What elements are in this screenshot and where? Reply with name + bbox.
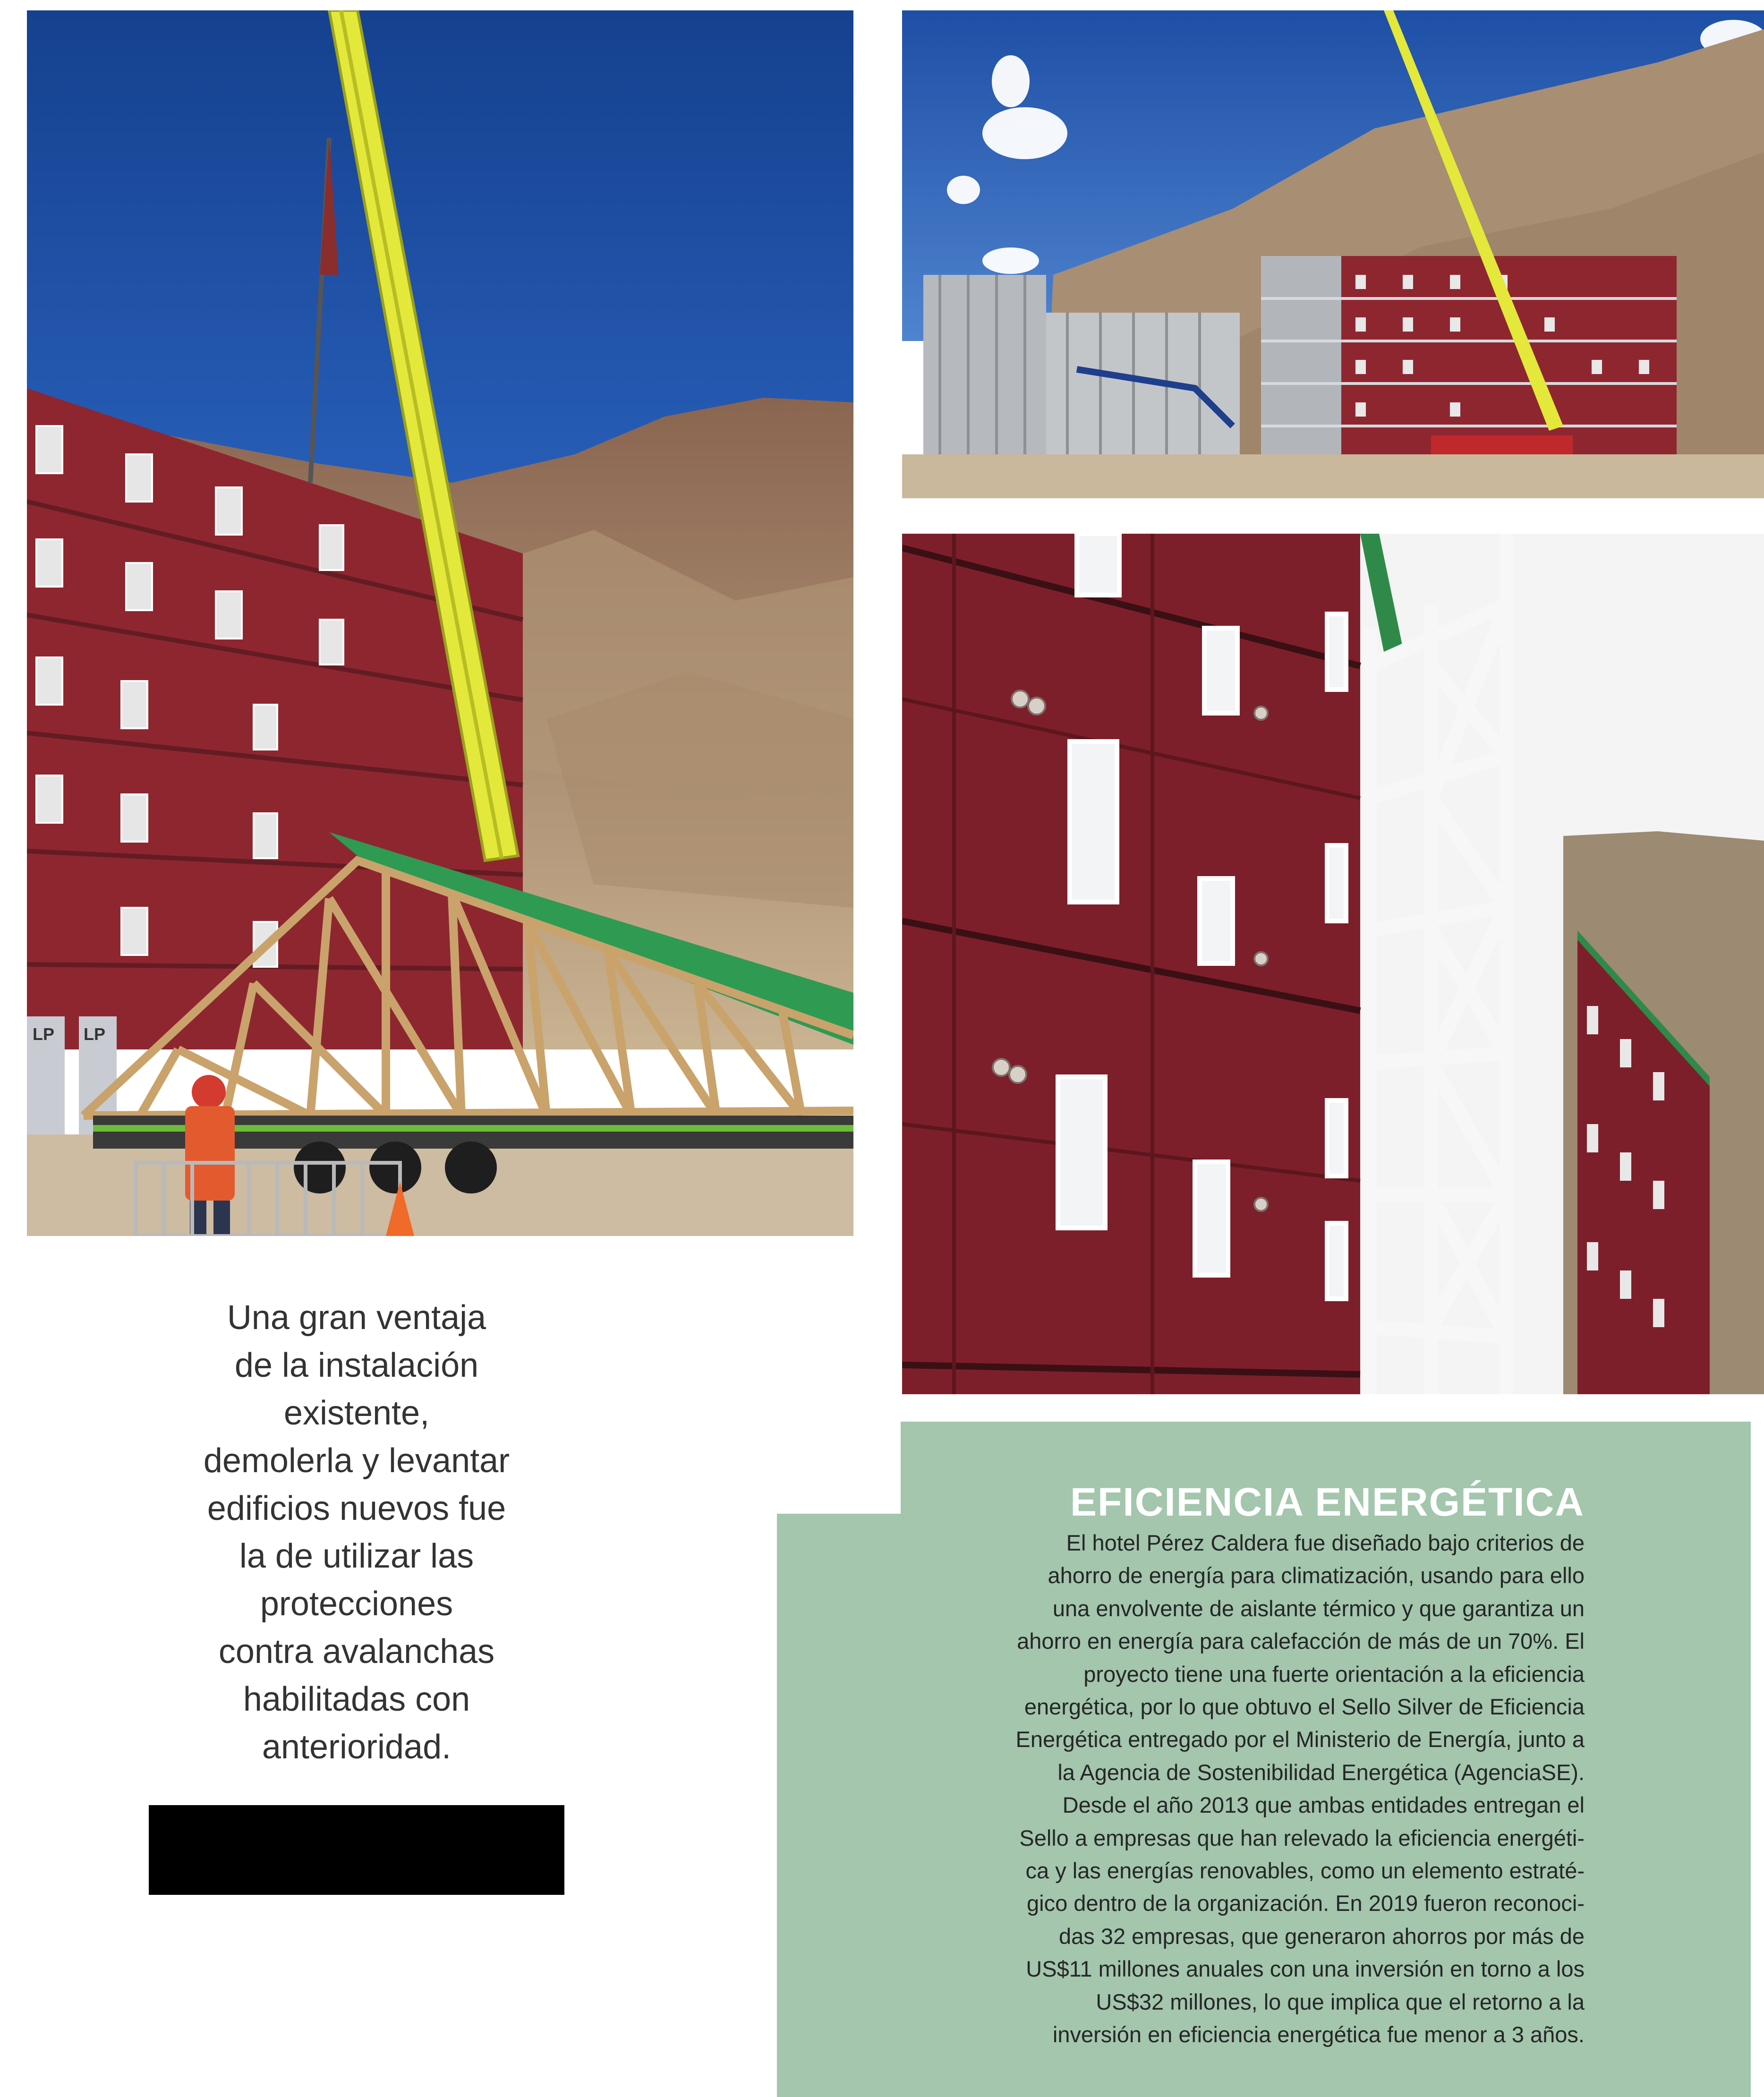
info-panel-line: US$32 millones, lo que implica que el retorno a la	[1096, 1989, 1585, 2014]
pull-quote-line: demolerla y levantar	[203, 1442, 510, 1480]
photo-hotel-construction-illustration	[902, 10, 1764, 498]
pull-quote-line: Una gran ventaja	[227, 1299, 486, 1337]
info-panel-heading: EFICIENCIA ENERGÉTICA	[1070, 1480, 1585, 1524]
info-panel-line: Desde el año 2013 que ambas entidades entregan el	[1062, 1792, 1585, 1818]
info-panel-line: una envolvente de aislante térmico y que garantiza un	[1052, 1595, 1585, 1621]
pull-quote-line: existente,	[283, 1394, 430, 1432]
info-panel-line: Sello a empresas que han relevado la eficiencia energéti-	[1019, 1825, 1585, 1850]
board-label: LP	[33, 1024, 55, 1044]
photo-hotel-facade	[902, 534, 1764, 1394]
info-panel-line: ahorro en energía para calefacción de más de un 70%. El	[1017, 1628, 1585, 1654]
info-panel-line: El hotel Pérez Caldera fue diseñado bajo criterios de	[1066, 1530, 1585, 1555]
pull-quote-line: anterioridad.	[262, 1728, 452, 1766]
info-panel-line: gico dentro de la organización. En 2019 fueron reconoci-	[1027, 1891, 1585, 1916]
photo-crane-lifting-truss-illustration	[27, 10, 853, 1236]
photo-hotel-construction	[902, 10, 1764, 498]
info-panel-line: proyecto tiene una fuerte orientación a la eficiencia	[1083, 1661, 1585, 1687]
board-label: LP	[84, 1024, 106, 1044]
pull-quote-line: habilitadas con	[243, 1680, 470, 1718]
ground	[27, 1134, 853, 1236]
info-panel-line: das 32 empresas, que generaron ahorros por más de	[1059, 1923, 1585, 1949]
pull-quote-line: protecciones	[260, 1585, 453, 1623]
photo-crane-lifting-truss	[27, 10, 853, 1236]
photo-hotel-facade-illustration	[902, 534, 1764, 1394]
info-panel-line: ahorro de energía para climatización, usando para ello	[1048, 1563, 1585, 1588]
info-panel-line: inversión en eficiencia energética fue menor a 3 años.	[1052, 2022, 1585, 2047]
pull-quote-line: la de utilizar las	[239, 1537, 474, 1575]
pull-quote	[156, 1294, 557, 1771]
info-panel-line: Energética entregado por el Ministerio de Energía, junto a	[1015, 1727, 1585, 1752]
ground	[902, 454, 1764, 498]
info-panel-body	[878, 1526, 1585, 2051]
info-panel-line: la Agencia de Sostenibilidad Energética (AgenciaSE).	[1057, 1759, 1585, 1785]
redaction-bar	[149, 1805, 564, 1895]
pull-quote-line: contra avalanchas	[218, 1633, 495, 1671]
info-panel-line: energética, por lo que obtuvo el Sello Silver de Eficiencia	[1024, 1694, 1585, 1720]
info-panel-line: US$11 millones anuales con una inversión en torno a los	[1026, 1956, 1585, 1982]
pull-quote-line: de la instalación	[234, 1347, 479, 1384]
pull-quote-line: edificios nuevos fue	[207, 1490, 506, 1527]
avalanche-protection-structure	[923, 275, 1046, 454]
info-panel-line: ca y las energías renovables, como un elemento estraté-	[1025, 1858, 1585, 1884]
